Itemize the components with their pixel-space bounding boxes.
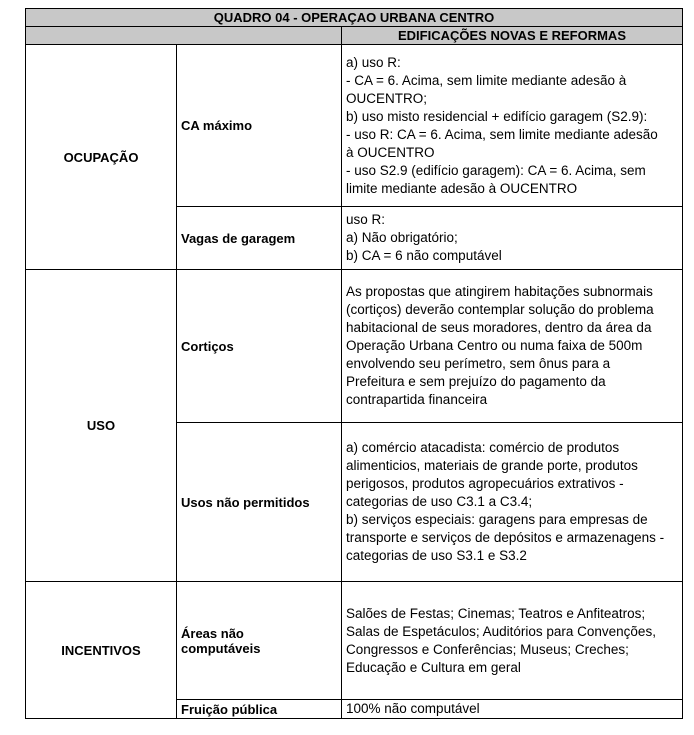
row-content-fruicao-publica: 100% não computável — [342, 700, 683, 719]
row-label-usos-nao-permitidos: Usos não permitidos — [177, 423, 342, 582]
row-label-vagas-garagem: Vagas de garagem — [177, 207, 342, 270]
row-label-ca-maximo: CA máximo — [177, 45, 342, 207]
table-title: QUADRO 04 - OPERAÇAO URBANA CENTRO — [26, 9, 683, 27]
row-content-ca-maximo: a) uso R: - CA = 6. Acima, sem limite mediante adesão à OUCENTRO; b) uso misto residencial + edifício garagem (S2.9): - uso R: CA = 6. Acima, sem limite mediante adesão à OUCENTRO - uso S2.9 (edifício garagem): CA = 6. Acima, sem limite mediante adesão à OUCENTRO — [342, 45, 683, 207]
row-content-vagas-garagem: uso R: a) Não obrigatório; b) CA = 6 não computável — [342, 207, 683, 270]
row-content-corticos: As propostas que atingirem habitações subnormais (cortiços) deverão contemplar solução do problema habitacional de seus moradores, dentro da área da Operação Urbana Centro ou numa faixa de 500m envolvendo seu perímetro, sem ônus para a Prefeitura e sem prejuízo do pagamento da contrapartida financeira — [342, 270, 683, 423]
quadro-table — [25, 8, 683, 719]
section-ocupacao: OCUPAÇÃO — [26, 45, 177, 270]
section-incentivos: INCENTIVOS — [26, 582, 177, 719]
row-content-areas-nao-computaveis: Salões de Festas; Cinemas; Teatros e Anfiteatros; Salas de Espetáculos; Auditórios para Convenções, Congressos e Conferências; Museus; Creches; Educação e Cultura em geral — [342, 582, 683, 700]
row-label-fruicao-publica: Fruição pública — [177, 700, 342, 719]
row-content-usos-nao-permitidos: a) comércio atacadista: comércio de produtos alimenticios, materiais de grande porte, produtos perigosos, produtos agropecuários extrativos - categorias de uso C3.1 a C3.4; b) serviços especiais: garagens para empresas de transporte e serviços de depósitos e armazenagens - categorias de uso S3.1 e S3.2 — [342, 423, 683, 582]
section-uso: USO — [26, 270, 177, 582]
row-label-areas-nao-computaveis: Áreas não computáveis — [177, 582, 342, 700]
row-label-corticos: Cortiços — [177, 270, 342, 423]
header-spacer — [26, 27, 342, 45]
column-header: EDIFICAÇÕES NOVAS E REFORMAS — [342, 27, 683, 45]
